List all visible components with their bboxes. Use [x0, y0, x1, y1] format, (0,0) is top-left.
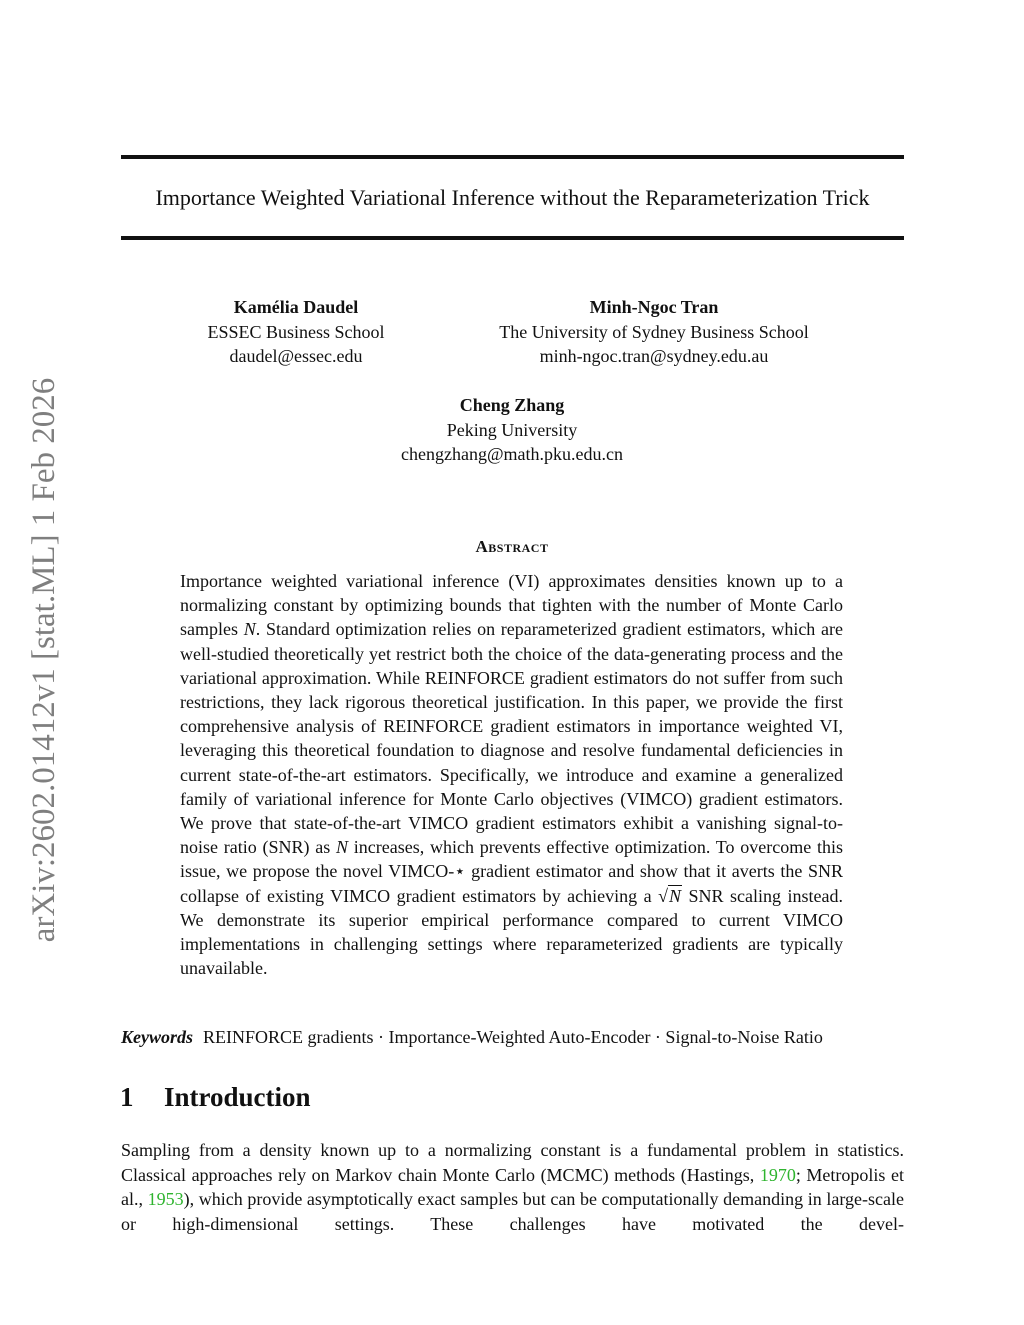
author-block-3	[362, 393, 662, 467]
author-block-2	[454, 295, 854, 369]
abstract-text	[180, 569, 843, 980]
author-email[interactable]: daudel@essec.edu	[229, 346, 363, 366]
intro-text-part: ), which provide asymptotically exact samples but can be computationally demanding in large-scale or high-dimensional settings. These challenges have motivated the devel-	[121, 1189, 904, 1234]
abstract-text-part: SNR scaling instead. We demonstrate its superior empirical performance compared to current VIMCO implementations in challenging settings where reparameterized gradients are typically unavailable.	[180, 885, 843, 979]
sqrt-n-expression	[658, 884, 682, 908]
author-block-1	[176, 295, 416, 369]
abstract-heading: Abstract	[475, 537, 549, 556]
math-variable-n: N	[243, 619, 256, 640]
keywords-label: Keywords	[121, 1027, 193, 1047]
sqrt-symbol: √	[658, 885, 668, 906]
math-variable-n: N	[668, 885, 681, 906]
author-name: Cheng Zhang	[459, 395, 565, 415]
author-affiliation: The University of Sydney Business School	[499, 321, 809, 342]
section-title: Introduction	[164, 1082, 311, 1112]
title-top-rule	[121, 155, 904, 159]
author-affiliation: Peking University	[446, 419, 578, 440]
section-heading-introduction	[120, 1080, 311, 1114]
author-affiliation: ESSEC Business School	[207, 321, 385, 342]
citation-link-hastings[interactable]: 1970	[759, 1164, 796, 1185]
arxiv-identifier: arXiv:2602.01412v1 [stat.ML] 1 Feb 2026	[26, 377, 62, 943]
intro-text-part: Sampling from a density known up to a normalizing constant is a fundamental problem in statistics. Classical approaches rely on Markov chain Monte Carlo (MCMC) methods (Hastings,	[121, 1140, 904, 1185]
author-email[interactable]: minh-ngoc.tran@sydney.edu.au	[539, 346, 769, 366]
citation-link-metropolis[interactable]: 1953	[147, 1189, 184, 1209]
intro-text-part: ; Metropolis et al.,	[121, 1164, 904, 1209]
author-name: Minh-Ngoc Tran	[589, 297, 719, 317]
introduction-paragraph	[121, 1138, 904, 1236]
paper-title: Importance Weighted Variational Inference without the Reparameterization Trick	[155, 185, 870, 210]
author-email[interactable]: chengzhang@math.pku.edu.cn	[400, 444, 623, 464]
math-variable-n: N	[336, 837, 349, 858]
title-bottom-rule	[121, 236, 904, 240]
abstract-text-part: increases, which prevents effective optimization. To overcome this issue, we propose the novel VIMCO-⋆ gradient estimator and show that it averts the SNR collapse of existing VIMCO gradient estimators by achieving a	[180, 837, 844, 906]
section-number: 1	[120, 1082, 134, 1112]
keywords-text: REINFORCE gradients · Importance-Weighted Auto-Encoder · Signal-to-Noise Ratio	[203, 1027, 823, 1047]
keywords-line	[121, 1025, 921, 1049]
author-name: Kamélia Daudel	[233, 297, 359, 317]
abstract-text-part: Importance weighted variational inference (VI) approximates densities known up to a normalizing constant by optimizing bounds that tighten with the number of Monte Carlo samples	[180, 571, 843, 640]
abstract-text-part: . Standard optimization relies on reparameterized gradient estimators, which are well-studied theoretically yet restrict both the choice of the data-generating process and the variational approximation. While REINFORCE gradient estimators do not suffer from such restrictions, they lack rigorous theoretical justification. In this paper, we provide the first comprehensive analysis of REINFORCE gradient estimators in importance weighted VI, leveraging this theoretical foundation to diagnose and resolve fundamental deficiencies in current state-of-the-art estimators. Specifically, we introduce and examine a generalized family of variational inference for Monte Carlo objectives (VIMCO) gradient estimators. We prove that state-of-the-art VIMCO gradient estimators exhibit a vanishing signal-to-noise ratio (SNR) as	[180, 619, 843, 858]
